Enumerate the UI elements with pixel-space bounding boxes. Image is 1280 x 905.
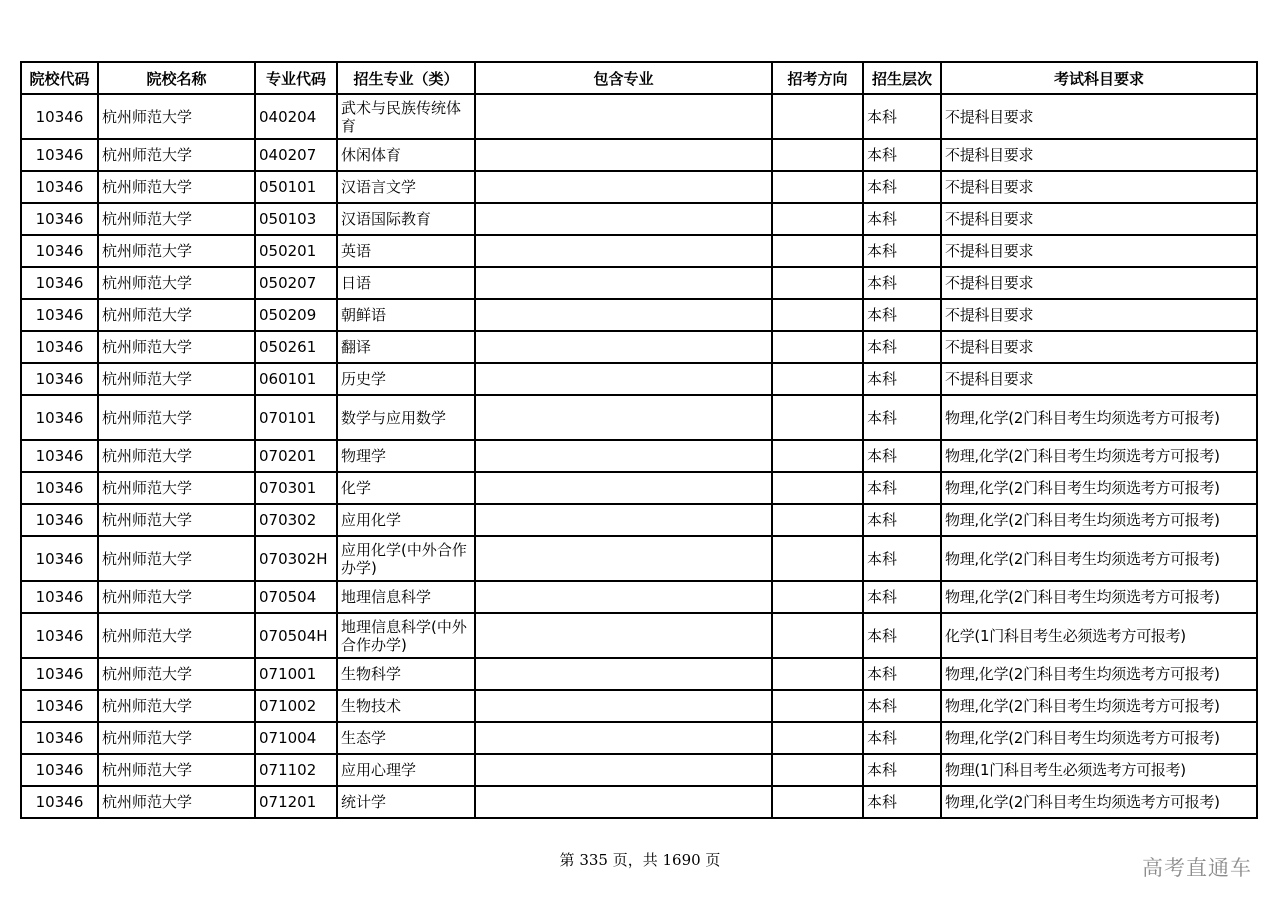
cell-school-name: 杭州师范大学 xyxy=(98,722,255,754)
cell-level: 本科 xyxy=(863,139,941,171)
cell-major-code: 040204 xyxy=(255,94,337,139)
cell-included-majors xyxy=(475,440,772,472)
cell-school-code: 10346 xyxy=(21,94,98,139)
cell-level: 本科 xyxy=(863,722,941,754)
cell-major-code: 060101 xyxy=(255,363,337,395)
cell-major-code: 050201 xyxy=(255,235,337,267)
table-row xyxy=(21,267,1257,299)
cell-school-name: 杭州师范大学 xyxy=(98,690,255,722)
cell-major: 休闲体育 xyxy=(337,139,475,171)
cell-school-name: 杭州师范大学 xyxy=(98,472,255,504)
cell-school-name: 杭州师范大学 xyxy=(98,581,255,613)
cell-requirement: 不提科目要求 xyxy=(941,171,1257,203)
table-row xyxy=(21,139,1257,171)
cell-requirement: 物理,化学(2门科目考生均须选考方可报考) xyxy=(941,536,1257,581)
cell-requirement: 物理,化学(2门科目考生均须选考方可报考) xyxy=(941,440,1257,472)
cell-requirement: 物理,化学(2门科目考生均须选考方可报考) xyxy=(941,658,1257,690)
cell-school-name: 杭州师范大学 xyxy=(98,139,255,171)
table-row xyxy=(21,299,1257,331)
cell-school-code: 10346 xyxy=(21,331,98,363)
cell-school-name: 杭州师范大学 xyxy=(98,171,255,203)
cell-school-name: 杭州师范大学 xyxy=(98,203,255,235)
cell-major-code: 070504 xyxy=(255,581,337,613)
table-row xyxy=(21,203,1257,235)
cell-level: 本科 xyxy=(863,658,941,690)
table-row xyxy=(21,504,1257,536)
cell-direction xyxy=(772,472,863,504)
cell-requirement: 不提科目要求 xyxy=(941,235,1257,267)
cell-level: 本科 xyxy=(863,786,941,818)
cell-direction xyxy=(772,690,863,722)
table-row xyxy=(21,690,1257,722)
cell-requirement: 物理,化学(2门科目考生均须选考方可报考) xyxy=(941,581,1257,613)
table-row xyxy=(21,786,1257,818)
cell-included-majors xyxy=(475,331,772,363)
cell-school-name: 杭州师范大学 xyxy=(98,613,255,658)
cell-school-code: 10346 xyxy=(21,658,98,690)
cell-included-majors xyxy=(475,94,772,139)
cell-level: 本科 xyxy=(863,331,941,363)
cell-requirement: 不提科目要求 xyxy=(941,331,1257,363)
cell-requirement: 不提科目要求 xyxy=(941,139,1257,171)
header-major: 招生专业（类） xyxy=(337,62,475,94)
cell-major: 应用化学 xyxy=(337,504,475,536)
cell-level: 本科 xyxy=(863,690,941,722)
header-direction: 招考方向 xyxy=(772,62,863,94)
cell-level: 本科 xyxy=(863,203,941,235)
page-number: 第 335 页，共 1690 页 xyxy=(559,851,721,869)
cell-major: 朝鲜语 xyxy=(337,299,475,331)
cell-major: 汉语言文学 xyxy=(337,171,475,203)
header-school-code: 院校代码 xyxy=(21,62,98,94)
cell-included-majors xyxy=(475,536,772,581)
cell-requirement: 物理,化学(2门科目考生均须选考方可报考) xyxy=(941,722,1257,754)
cell-school-code: 10346 xyxy=(21,613,98,658)
cell-major: 应用化学(中外合作办学) xyxy=(337,536,475,581)
cell-major: 统计学 xyxy=(337,786,475,818)
cell-level: 本科 xyxy=(863,472,941,504)
cell-major: 地理信息科学 xyxy=(337,581,475,613)
cell-included-majors xyxy=(475,395,772,440)
cell-included-majors xyxy=(475,139,772,171)
cell-major-code: 050103 xyxy=(255,203,337,235)
cell-school-name: 杭州师范大学 xyxy=(98,299,255,331)
table-row xyxy=(21,235,1257,267)
table-row xyxy=(21,613,1257,658)
table-row xyxy=(21,754,1257,786)
cell-major: 应用心理学 xyxy=(337,754,475,786)
cell-major: 历史学 xyxy=(337,363,475,395)
cell-direction xyxy=(772,440,863,472)
cell-direction xyxy=(772,235,863,267)
cell-requirement: 不提科目要求 xyxy=(941,94,1257,139)
cell-direction xyxy=(772,504,863,536)
cell-direction xyxy=(772,722,863,754)
cell-requirement: 物理,化学(2门科目考生均须选考方可报考) xyxy=(941,786,1257,818)
cell-direction xyxy=(772,786,863,818)
cell-direction xyxy=(772,139,863,171)
cell-level: 本科 xyxy=(863,267,941,299)
cell-school-name: 杭州师范大学 xyxy=(98,363,255,395)
cell-included-majors xyxy=(475,690,772,722)
cell-level: 本科 xyxy=(863,613,941,658)
cell-major: 翻译 xyxy=(337,331,475,363)
cell-requirement: 物理,化学(2门科目考生均须选考方可报考) xyxy=(941,395,1257,440)
cell-included-majors xyxy=(475,267,772,299)
cell-included-majors xyxy=(475,722,772,754)
cell-included-majors xyxy=(475,581,772,613)
cell-direction xyxy=(772,299,863,331)
cell-included-majors xyxy=(475,754,772,786)
cell-requirement: 不提科目要求 xyxy=(941,267,1257,299)
cell-requirement: 化学(1门科目考生必须选考方可报考) xyxy=(941,613,1257,658)
cell-major-code: 050101 xyxy=(255,171,337,203)
cell-school-name: 杭州师范大学 xyxy=(98,536,255,581)
table-row xyxy=(21,440,1257,472)
cell-school-code: 10346 xyxy=(21,267,98,299)
cell-school-code: 10346 xyxy=(21,363,98,395)
cell-requirement: 不提科目要求 xyxy=(941,299,1257,331)
header-major-code: 专业代码 xyxy=(255,62,337,94)
cell-major: 物理学 xyxy=(337,440,475,472)
cell-school-name: 杭州师范大学 xyxy=(98,658,255,690)
cell-direction xyxy=(772,267,863,299)
header-school-name: 院校名称 xyxy=(98,62,255,94)
table-row xyxy=(21,658,1257,690)
cell-major: 化学 xyxy=(337,472,475,504)
cell-major-code: 070302 xyxy=(255,504,337,536)
cell-level: 本科 xyxy=(863,754,941,786)
cell-school-code: 10346 xyxy=(21,299,98,331)
cell-major: 生态学 xyxy=(337,722,475,754)
cell-level: 本科 xyxy=(863,235,941,267)
cell-direction xyxy=(772,94,863,139)
cell-major-code: 071201 xyxy=(255,786,337,818)
cell-major: 英语 xyxy=(337,235,475,267)
cell-school-name: 杭州师范大学 xyxy=(98,395,255,440)
cell-school-code: 10346 xyxy=(21,786,98,818)
cell-major-code: 050261 xyxy=(255,331,337,363)
cell-major-code: 070201 xyxy=(255,440,337,472)
cell-major: 地理信息科学(中外合作办学) xyxy=(337,613,475,658)
cell-direction xyxy=(772,536,863,581)
cell-major: 生物技术 xyxy=(337,690,475,722)
cell-school-code: 10346 xyxy=(21,722,98,754)
cell-school-name: 杭州师范大学 xyxy=(98,440,255,472)
cell-school-name: 杭州师范大学 xyxy=(98,267,255,299)
cell-major-code: 050207 xyxy=(255,267,337,299)
cell-major-code: 070101 xyxy=(255,395,337,440)
cell-included-majors xyxy=(475,786,772,818)
cell-major: 数学与应用数学 xyxy=(337,395,475,440)
cell-level: 本科 xyxy=(863,536,941,581)
cell-included-majors xyxy=(475,235,772,267)
table-row xyxy=(21,536,1257,581)
cell-major-code: 070302H xyxy=(255,536,337,581)
cell-school-code: 10346 xyxy=(21,171,98,203)
header-level: 招生层次 xyxy=(863,62,941,94)
cell-major-code: 071004 xyxy=(255,722,337,754)
cell-direction xyxy=(772,171,863,203)
cell-school-code: 10346 xyxy=(21,754,98,786)
cell-requirement: 不提科目要求 xyxy=(941,203,1257,235)
cell-school-code: 10346 xyxy=(21,440,98,472)
cell-major-code: 071002 xyxy=(255,690,337,722)
cell-major-code: 070301 xyxy=(255,472,337,504)
cell-school-code: 10346 xyxy=(21,235,98,267)
table-row xyxy=(21,472,1257,504)
cell-included-majors xyxy=(475,658,772,690)
cell-school-name: 杭州师范大学 xyxy=(98,94,255,139)
cell-major-code: 071001 xyxy=(255,658,337,690)
cell-level: 本科 xyxy=(863,171,941,203)
cell-school-code: 10346 xyxy=(21,536,98,581)
cell-direction xyxy=(772,754,863,786)
cell-level: 本科 xyxy=(863,299,941,331)
cell-school-name: 杭州师范大学 xyxy=(98,235,255,267)
table-row xyxy=(21,395,1257,440)
cell-major: 生物科学 xyxy=(337,658,475,690)
cell-school-name: 杭州师范大学 xyxy=(98,331,255,363)
cell-school-name: 杭州师范大学 xyxy=(98,786,255,818)
cell-school-code: 10346 xyxy=(21,139,98,171)
cell-requirement: 物理,化学(2门科目考生均须选考方可报考) xyxy=(941,472,1257,504)
cell-direction xyxy=(772,613,863,658)
cell-included-majors xyxy=(475,299,772,331)
cell-included-majors xyxy=(475,171,772,203)
cell-requirement: 物理,化学(2门科目考生均须选考方可报考) xyxy=(941,504,1257,536)
cell-level: 本科 xyxy=(863,440,941,472)
cell-school-name: 杭州师范大学 xyxy=(98,754,255,786)
cell-major: 日语 xyxy=(337,267,475,299)
table-row xyxy=(21,363,1257,395)
cell-direction xyxy=(772,658,863,690)
cell-requirement: 物理(1门科目考生必须选考方可报考) xyxy=(941,754,1257,786)
cell-school-name: 杭州师范大学 xyxy=(98,504,255,536)
header-included-majors: 包含专业 xyxy=(475,62,772,94)
cell-direction xyxy=(772,363,863,395)
watermark-logo: 高考直通车 xyxy=(1142,856,1252,880)
cell-school-code: 10346 xyxy=(21,395,98,440)
table-row xyxy=(21,94,1257,139)
cell-included-majors xyxy=(475,203,772,235)
cell-level: 本科 xyxy=(863,94,941,139)
cell-direction xyxy=(772,203,863,235)
cell-included-majors xyxy=(475,504,772,536)
cell-school-code: 10346 xyxy=(21,581,98,613)
table-row xyxy=(21,581,1257,613)
cell-school-code: 10346 xyxy=(21,203,98,235)
cell-included-majors xyxy=(475,363,772,395)
cell-school-code: 10346 xyxy=(21,472,98,504)
cell-school-code: 10346 xyxy=(21,690,98,722)
table-header-row xyxy=(21,62,1257,94)
cell-major-code: 040207 xyxy=(255,139,337,171)
cell-major: 武术与民族传统体育 xyxy=(337,94,475,139)
table-row xyxy=(21,331,1257,363)
cell-level: 本科 xyxy=(863,395,941,440)
cell-direction xyxy=(772,395,863,440)
cell-level: 本科 xyxy=(863,581,941,613)
header-requirement: 考试科目要求 xyxy=(941,62,1257,94)
cell-direction xyxy=(772,581,863,613)
table-row xyxy=(21,722,1257,754)
cell-major-code: 070504H xyxy=(255,613,337,658)
cell-included-majors xyxy=(475,472,772,504)
admissions-table xyxy=(20,61,1258,819)
cell-major-code: 071102 xyxy=(255,754,337,786)
cell-level: 本科 xyxy=(863,363,941,395)
table-row xyxy=(21,171,1257,203)
cell-direction xyxy=(772,331,863,363)
cell-requirement: 物理,化学(2门科目考生均须选考方可报考) xyxy=(941,690,1257,722)
cell-requirement: 不提科目要求 xyxy=(941,363,1257,395)
cell-major-code: 050209 xyxy=(255,299,337,331)
table-body xyxy=(21,94,1257,818)
cell-included-majors xyxy=(475,613,772,658)
cell-major: 汉语国际教育 xyxy=(337,203,475,235)
cell-school-code: 10346 xyxy=(21,504,98,536)
cell-level: 本科 xyxy=(863,504,941,536)
